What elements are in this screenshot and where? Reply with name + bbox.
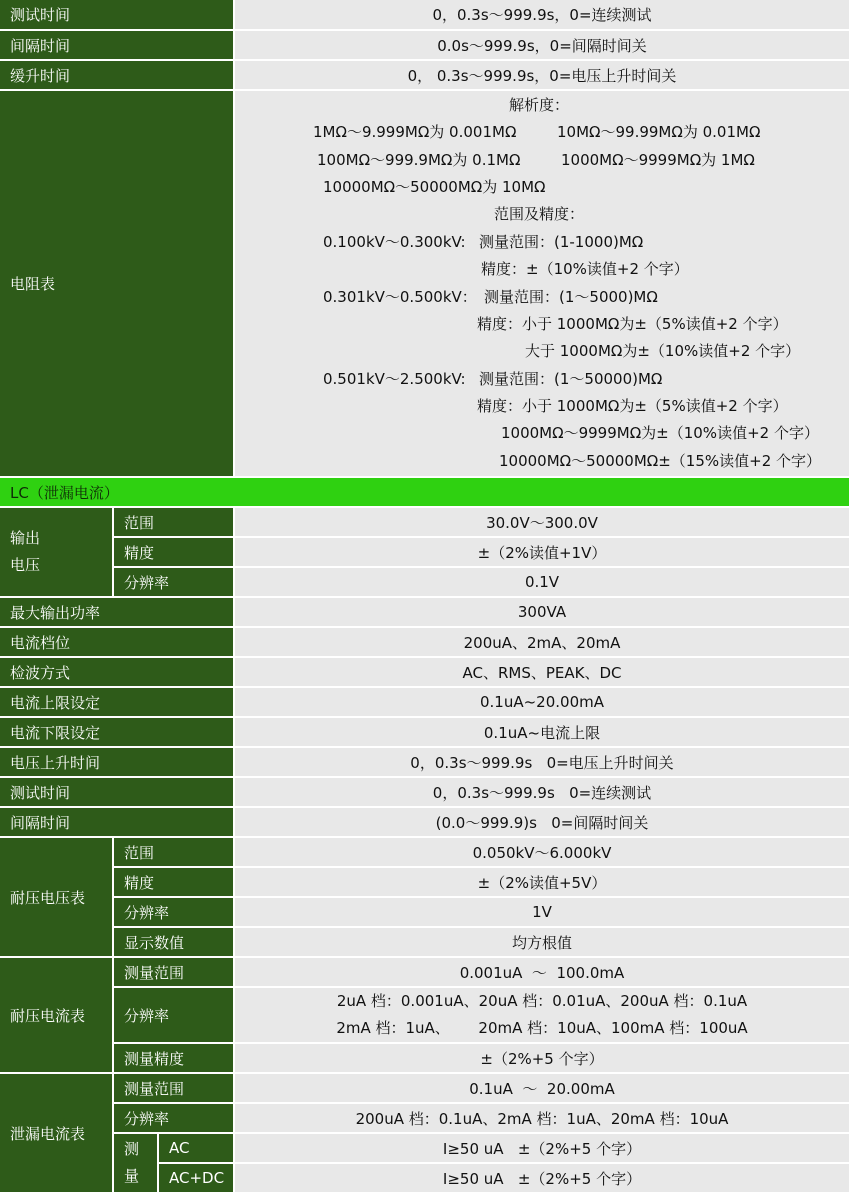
row-value: 30.0V～300.0V <box>234 507 850 537</box>
table-row <box>0 1073 850 1103</box>
table-row <box>0 60 850 90</box>
row-value: 0.1uA~电流上限 <box>234 717 850 747</box>
table-row <box>0 1103 850 1133</box>
table-row <box>0 747 850 777</box>
sub-label: 测量精度 <box>113 1043 234 1073</box>
row-value: (0.0～999.9)s 0=间隔时间关 <box>234 807 850 837</box>
row-value: 200uA 档：0.1uA、2mA 档：1uA、20mA 档：10uA <box>234 1103 850 1133</box>
row-value: 0，0.3s～999.9s 0=连续测试 <box>234 777 850 807</box>
spec-line: 1MΩ～9.999MΩ为 0.001MΩ 10MΩ～99.99MΩ为 0.01MΩ <box>313 123 761 142</box>
leakage-ammeter-label: 泄漏电流表 <box>0 1073 113 1193</box>
table-row <box>0 1133 850 1163</box>
row-value: I≥50 uA ±（2%+5 个字） <box>234 1133 850 1163</box>
spec-line: 2mA 档：1uA、 20mA 档：10uA、100mA 档：100uA <box>336 1019 748 1037</box>
spec-line: 大于 1000MΩ为±（10%读值+2 个字） <box>525 342 801 361</box>
spec-line: 精度：小于 1000MΩ为±（5%读值+2 个字） <box>477 397 788 416</box>
resistance-meter-row <box>0 90 850 477</box>
table-row <box>0 30 850 60</box>
sub-label: AC <box>158 1133 234 1163</box>
table-row <box>0 777 850 807</box>
spec-line: 1000MΩ～9999MΩ为±（10%读值+2 个字） <box>501 424 819 443</box>
table-row <box>0 837 850 867</box>
measure-label: 测 量 <box>113 1133 158 1193</box>
row-label: 间隔时间 <box>0 30 234 60</box>
spec-line: 2uA 档：0.001uA、20uA 档：0.01uA、200uA 档：0.1uA <box>336 992 748 1010</box>
table-row <box>0 1043 850 1073</box>
spec-line: 精度：小于 1000MΩ为±（5%读值+2 个字） <box>477 314 788 333</box>
sub-label: 分辨率 <box>113 567 234 597</box>
table-row <box>0 687 850 717</box>
sub-label: 精度 <box>113 537 234 567</box>
table-row <box>0 867 850 897</box>
table-row <box>0 627 850 657</box>
spec-line: 100MΩ～999.9MΩ为 0.1MΩ 1000MΩ～9999MΩ为 1MΩ <box>317 150 755 169</box>
table-row <box>0 507 850 537</box>
row-label: 缓升时间 <box>0 60 234 90</box>
spec-line: 解析度： <box>509 95 570 114</box>
row-value: 0， 0.3s～999.9s，0=电压上升时间关 <box>234 60 850 90</box>
row-value: 0.001uA ～ 100.0mA <box>234 957 850 987</box>
table-row <box>0 897 850 927</box>
row-value: 0，0.3s～999.9s 0=电压上升时间关 <box>234 747 850 777</box>
sub-label: 测量范围 <box>113 1073 234 1103</box>
table-row <box>0 987 850 1043</box>
sub-label: 范围 <box>113 837 234 867</box>
table-row <box>0 957 850 987</box>
row-label: 测试时间 <box>0 777 234 807</box>
row-value: 0.1V <box>234 567 850 597</box>
row-value: AC、RMS、PEAK、DC <box>234 657 850 687</box>
row-value: ±（2%+5 个字） <box>234 1043 850 1073</box>
row-value: 0.0s～999.9s，0=间隔时间关 <box>234 30 850 60</box>
row-value: 1V <box>234 897 850 927</box>
table-row <box>0 0 850 30</box>
sub-label: 测量范围 <box>113 957 234 987</box>
row-label: 电流上限设定 <box>0 687 234 717</box>
table-row <box>0 807 850 837</box>
row-value: ±（2%读值+1V） <box>234 537 850 567</box>
spec-line: 精度：±（10%读值+2 个字） <box>481 260 689 279</box>
table-row <box>0 597 850 627</box>
table-row <box>0 537 850 567</box>
resistance-meter-spec <box>234 90 850 477</box>
row-label: 最大输出功率 <box>0 597 234 627</box>
resistance-meter-label: 电阻表 <box>0 90 234 477</box>
row-value: ±（2%读值+5V） <box>234 867 850 897</box>
sub-label: AC+DC <box>158 1163 234 1193</box>
table-row <box>0 717 850 747</box>
spec-line: 范围及精度： <box>494 205 585 224</box>
row-value <box>234 987 850 1043</box>
table-row <box>0 657 850 687</box>
sub-label: 显示数值 <box>113 927 234 957</box>
spec-line: 10000MΩ～50000MΩ为 10MΩ <box>323 177 546 196</box>
row-label: 测试时间 <box>0 0 234 30</box>
row-label: 电压上升时间 <box>0 747 234 777</box>
row-label: 间隔时间 <box>0 807 234 837</box>
row-value: 200uA、2mA、20mA <box>234 627 850 657</box>
row-value: 均方根值 <box>234 927 850 957</box>
row-value: 0.1uA~20.00mA <box>234 687 850 717</box>
withstand-ammeter-label: 耐压电流表 <box>0 957 113 1073</box>
row-value: 300VA <box>234 597 850 627</box>
spec-line: 10000MΩ～50000MΩ±（15%读值+2 个字） <box>499 451 822 470</box>
row-label: 电流下限设定 <box>0 717 234 747</box>
row-value: I≥50 uA ±（2%+5 个字） <box>234 1163 850 1193</box>
table-row <box>0 567 850 597</box>
spec-line: 0.100kV～0.300kV: 测量范围：(1-1000)MΩ <box>323 232 644 251</box>
sub-label: 精度 <box>113 867 234 897</box>
row-value: 0.050kV～6.000kV <box>234 837 850 867</box>
withstand-voltmeter-label: 耐压电压表 <box>0 837 113 957</box>
row-label: 检波方式 <box>0 657 234 687</box>
output-voltage-label: 输出 电压 <box>0 507 113 597</box>
spec-line: 0.301kV～0.500kV： 测量范围：(1～5000)MΩ <box>323 287 658 306</box>
row-value: 0.1uA ～ 20.00mA <box>234 1073 850 1103</box>
row-label: 电流档位 <box>0 627 234 657</box>
row-value: 0，0.3s～999.9s，0=连续测试 <box>234 0 850 30</box>
sub-label: 范围 <box>113 507 234 537</box>
sub-label: 分辨率 <box>113 987 234 1043</box>
section-header: LC（泄漏电流） <box>0 477 850 507</box>
section-header-row <box>0 477 850 507</box>
sub-label: 分辨率 <box>113 1103 234 1133</box>
sub-label: 分辨率 <box>113 897 234 927</box>
spec-line: 0.501kV～2.500kV: 测量范围：(1～50000)MΩ <box>323 369 663 388</box>
table-row <box>0 927 850 957</box>
